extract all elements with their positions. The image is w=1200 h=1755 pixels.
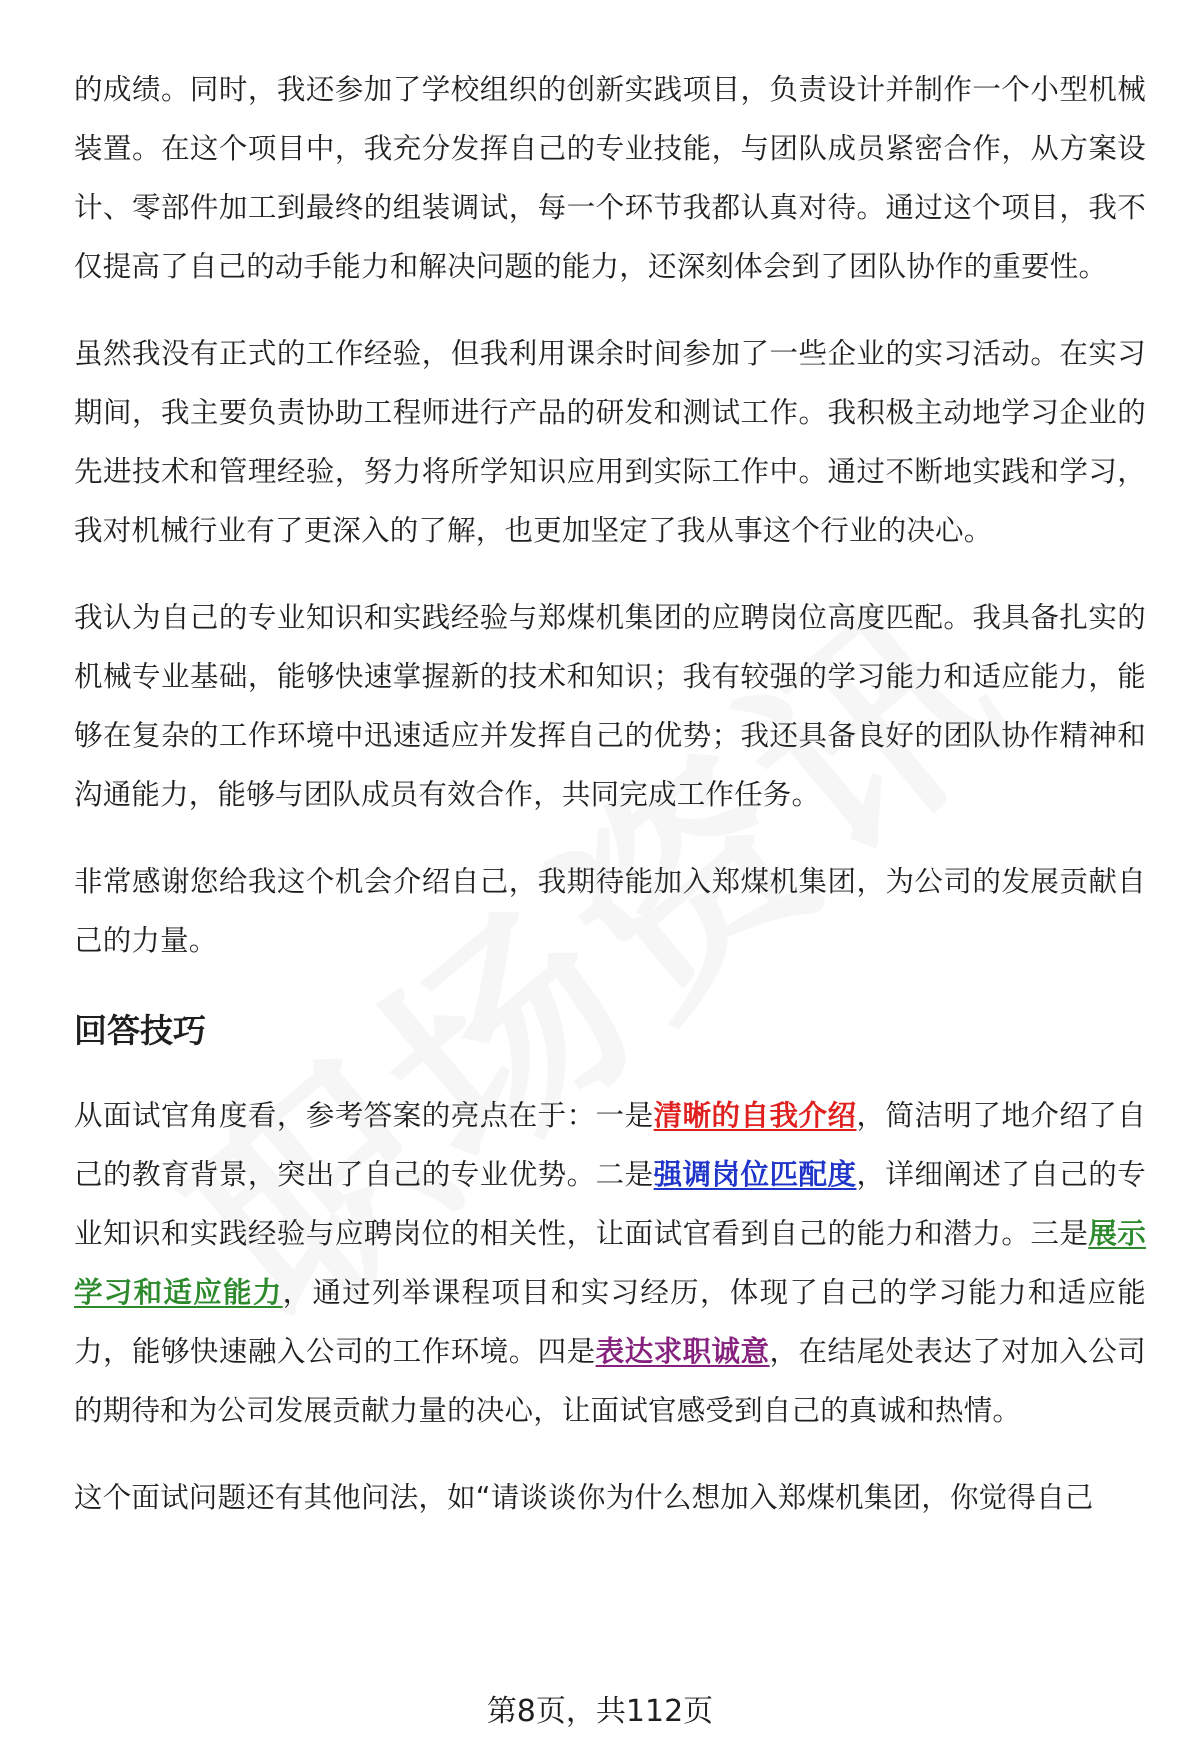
highlight-job-match: 强调岗位匹配度 [653, 1158, 857, 1191]
tips-text-2: ，详细阐述了自己的专业知识和实践经验与应聘岗位的相关性，让面试官看到自己的能力和潜力。三是 [74, 1158, 1146, 1250]
highlight-sincerity: 表达求职诚意 [595, 1335, 770, 1368]
document-body [74, 60, 1146, 1555]
highlight-clear-intro: 清晰的自我介绍 [653, 1099, 857, 1132]
page-footer: 第8页，共112页 [486, 1694, 714, 1729]
highlight-learning-ability: 展示学习和适应能力 [74, 1217, 1146, 1309]
tips-text-0: 从面试官角度看，参考答案的亮点在于：一是 [74, 1099, 654, 1132]
paragraph-4: 非常感谢您给我这个机会介绍自己，我期待能加入郑煤机集团，为公司的发展贡献自己的力量。 [74, 865, 1146, 957]
paragraph-2: 虽然我没有正式的工作经验，但我利用课余时间参加了一些企业的实习活动。在实习期间，我主要负责协助工程师进行产品的研发和测试工作。我积极主动地学习企业的先进技术和管理经验，努力将所学知识应用到实际工作中。通过不断地实践和学习，我对机械行业有了更深入的了解，也更加坚定了我从事这个行业的决心。 [74, 337, 1146, 547]
tips-paragraph [74, 1086, 1146, 1440]
section-title: 回答技巧 [74, 1011, 206, 1050]
tips-text-3: ，通过列举课程项目和实习经历，体现了自己的学习能力和适应能力，能够快速融入公司的工作环境。四是 [74, 1276, 1146, 1368]
tips-text-1: ，简洁明了地介绍了自己的教育背景，突出了自己的专业优势。二是 [74, 1099, 1146, 1191]
tips-text-4: ，在结尾处表达了对加入公司的期待和为公司发展贡献力量的决心，让面试官感受到自己的真诚和热情。 [74, 1335, 1146, 1427]
last-paragraph: 这个面试问题还有其他问法，如“请谈谈你为什么想加入郑煤机集团，你觉得自己 [74, 1481, 1094, 1514]
paragraph-1: 的成绩。同时，我还参加了学校组织的创新实践项目，负责设计并制作一个小型机械装置。在这个项目中，我充分发挥自己的专业技能，与团队成员紧密合作，从方案设计、零部件加工到最终的组装调试，每一个环节我都认真对待。通过这个项目，我不仅提高了自己的动手能力和解决问题的能力，还深刻体会到了团队协作的重要性。 [74, 73, 1146, 283]
paragraph-3: 我认为自己的专业知识和实践经验与郑煤机集团的应聘岗位高度匹配。我具备扎实的机械专业基础，能够快速掌握新的技术和知识；我有较强的学习能力和适应能力，能够在复杂的工作环境中迅速适应并发挥自己的优势；我还具备良好的团队协作精神和沟通能力，能够与团队成员有效合作，共同完成工作任务。 [74, 601, 1146, 811]
